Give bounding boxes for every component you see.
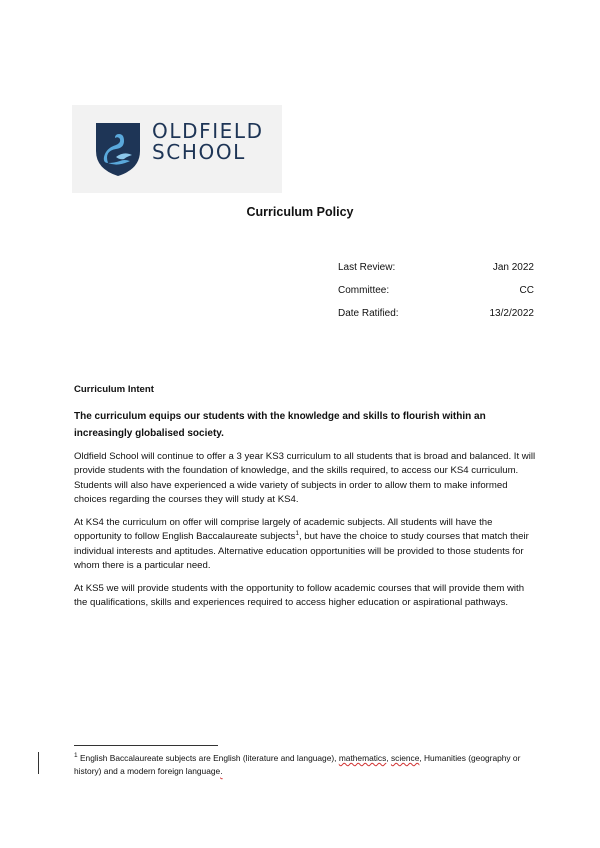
review-label: Date Ratified: bbox=[338, 308, 399, 319]
logo-wordmark bbox=[152, 121, 264, 163]
review-row-date-ratified bbox=[338, 308, 534, 331]
footnote-reference[interactable]: 1 bbox=[295, 529, 299, 537]
intent-statement: The curriculum equips our students with the knowledge and skills to flourish within an increasingly globalised society. bbox=[74, 410, 486, 439]
change-bar bbox=[38, 752, 39, 774]
footnote-end: . bbox=[220, 766, 223, 776]
footnote-text: , bbox=[386, 753, 391, 763]
footnote-text: English Baccalaureate subjects are English (literature and language), bbox=[77, 753, 339, 763]
footnote-text: , Humanities (geography or history) and a modern foreign language bbox=[74, 753, 521, 776]
footnote-separator bbox=[74, 745, 218, 746]
logo-line-2: SCHOOL bbox=[152, 140, 246, 164]
paragraph-ks4 bbox=[74, 516, 536, 574]
paragraph-ks3: Oldfield School will continue to offer a 3 year KS3 curriculum to all students that is broad and balanced. It will provide students with the foundation of knowledge, and the skills required, to access our KS4 curriculum. Students will also have experienced a wide variety of subjects in order to allow them to make informed choices regarding the courses they will study at KS4. bbox=[74, 450, 536, 505]
logo-line-1: OLDFIELD bbox=[152, 119, 264, 143]
policy-body bbox=[74, 383, 536, 619]
footnote bbox=[74, 752, 536, 778]
review-row-last-review bbox=[338, 262, 534, 285]
paragraph-ks5: At KS5 we will provide students with the opportunity to follow academic courses that will provide them with the qualifications, skills and experiences required to access higher education or aspirational pathways. bbox=[74, 582, 525, 608]
review-value: Jan 2022 bbox=[492, 262, 534, 273]
review-value: CC bbox=[519, 285, 534, 296]
school-logo bbox=[72, 105, 282, 193]
review-row-committee bbox=[338, 285, 534, 308]
review-table bbox=[338, 262, 534, 331]
swan-crest-icon bbox=[94, 121, 142, 177]
footnote-marker: 1 bbox=[74, 752, 78, 760]
document-title: Curriculum Policy bbox=[246, 205, 354, 219]
paragraph-ks4-text: At KS4 the curriculum on offer will comprise largely of academic subjects. All students will have the opportunity to follow English Baccalaureate subjects bbox=[74, 516, 493, 542]
section-heading: Curriculum Intent bbox=[74, 384, 154, 395]
spellcheck-word: mathematics bbox=[338, 753, 387, 763]
review-value: 13/2/2022 bbox=[489, 308, 534, 319]
paragraph-ks4-text-cont: , but have the choice to study courses that match their individual interests and aptitudes. Alternative education opportunities will be provided to those students for whom there is a particular need. bbox=[74, 531, 529, 571]
review-label: Committee: bbox=[338, 285, 390, 296]
review-label: Last Review: bbox=[338, 262, 396, 273]
spellcheck-word: science bbox=[390, 753, 420, 763]
